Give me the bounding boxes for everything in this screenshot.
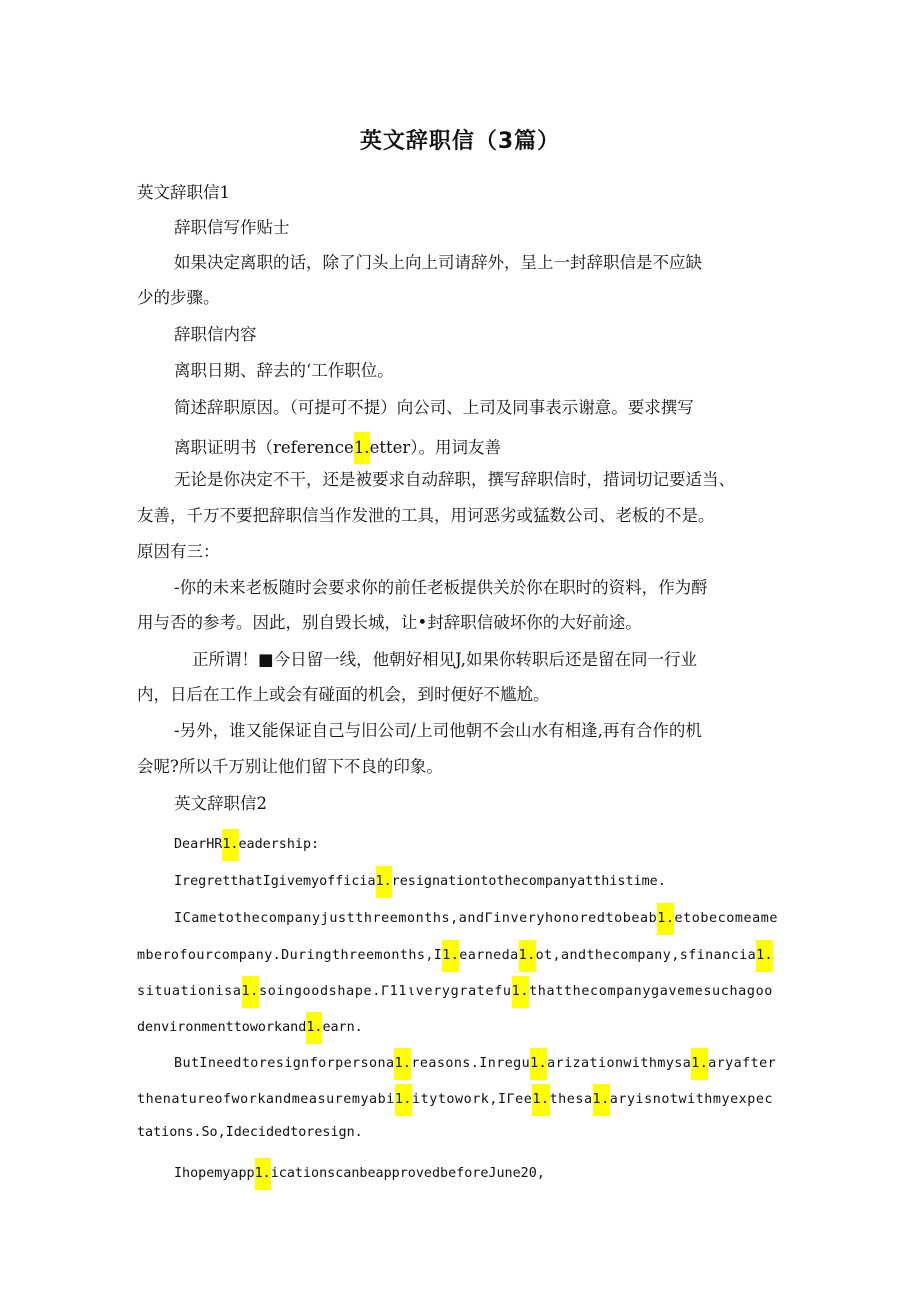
line-text: thesa: [549, 1092, 593, 1107]
body-line-9: [174, 468, 735, 492]
line-text: 如果决定离职的话，除了门头上向上司请辞外，呈上一封辞职信是不应缺: [174, 253, 702, 272]
line-text: 简述辞职原因。（可提可不提）向公司、上司及同事表示谢意。要求撰写: [174, 398, 694, 417]
line-text: arizationwithmysa: [547, 1056, 692, 1071]
body-line-24: [137, 1012, 363, 1044]
body-line-15: [137, 683, 550, 707]
line-text: etobecomeame: [674, 911, 779, 926]
body-line-5: [174, 323, 257, 347]
highlighted-text: 1.: [394, 1048, 411, 1080]
line-text: 友善，千万不要把辞职信当作发泄的工具，用诃恶劣或猛数公司、老板的不是。: [137, 506, 715, 525]
line-text: DearHR: [174, 837, 223, 852]
line-text: aryisnotwithmyexpec: [609, 1092, 774, 1107]
body-line-26: [137, 1084, 773, 1116]
line-text: 少的步骤。: [137, 288, 220, 307]
line-text: soingoodshape.Γ11ιverygratefu: [258, 984, 512, 999]
highlighted-text: 1.: [306, 1012, 322, 1044]
body-line-6: [174, 359, 394, 383]
line-text: 会呢?所以千万别让他们留下不良的印象。: [137, 757, 443, 776]
line-text: ot,andthecompany,sfinancia: [535, 948, 757, 963]
line-text: 用与否的参考。因此，别自毁长城，让•封辞职信破坏你的大好前途。: [137, 613, 642, 632]
body-line-16: [174, 719, 702, 743]
line-text: 内，日后在工作上或会有碰面的机会，到时便好不尴尬。: [137, 685, 550, 704]
line-text: tations.So,Idecidedtoresign.: [137, 1125, 363, 1140]
body-line-18: [174, 792, 267, 816]
document-title: 英文辞职信（3篇）: [359, 129, 561, 154]
line-text: ICametothecompanyjustthreemonths,andΓinveryhonoredtobeab: [174, 911, 658, 926]
body-line-25: [174, 1048, 776, 1080]
line-text: 无论是你决定不干，还是被要求自动辞职，撰写辞职信时，措词切记要适当、: [174, 470, 735, 489]
highlighted-text: 1.: [255, 1158, 271, 1190]
body-line-4: [137, 286, 220, 310]
line-text: eadership:: [238, 837, 320, 852]
body-line-8: [174, 432, 501, 464]
body-line-20: [174, 866, 666, 898]
line-text: 正所谓！■今日留一线，他朝好相见J,如果你转职后还是留在同一行业: [192, 650, 697, 669]
line-text: mberofourcompany.Duringthreemonths,I: [137, 948, 443, 963]
line-text: 辞职信写作贴士: [174, 218, 290, 237]
line-text: situationisa: [137, 984, 242, 999]
line-text: reasons.Inregu: [411, 1056, 531, 1071]
line-text: earneda: [459, 948, 519, 963]
line-text: denvironmenttoworkand: [137, 1020, 307, 1035]
body-line-1: [137, 181, 230, 205]
body-line-27: [137, 1121, 363, 1145]
line-text: 英文辞职信2: [174, 794, 267, 813]
body-line-28: [174, 1158, 545, 1190]
highlighted-text: 1.: [519, 940, 536, 972]
line-text: 原因有三：: [137, 542, 220, 561]
highlighted-text: 1.: [376, 866, 392, 898]
line-text: Ihopemyapp: [174, 1166, 255, 1181]
body-line-17: [137, 755, 443, 779]
body-line-21: [174, 903, 778, 935]
highlighted-text: 1.: [242, 976, 259, 1008]
line-text: etter）。用词友善: [369, 438, 501, 457]
body-line-23: [137, 976, 773, 1008]
line-text: icationscanbeapprovedbeforeJune20,: [270, 1166, 545, 1181]
highlighted-text: 1.: [512, 976, 529, 1008]
highlighted-text: 1.: [442, 940, 459, 972]
line-text: 英文辞职信1: [137, 183, 230, 202]
line-text: ButIneedtoresignforpersona: [174, 1056, 395, 1071]
highlighted-text: 1.: [222, 829, 238, 861]
line-text: -你的未来老板随时会要求你的前任老板提供关於你在职时的资料，作为酹: [174, 578, 708, 597]
highlighted-text: 1.: [532, 1084, 549, 1116]
highlighted-text: 1.: [354, 432, 370, 464]
line-text: itytowork,IΓee: [412, 1092, 533, 1107]
line-text: 辞职信内容: [174, 325, 257, 344]
line-text: -另外，谁又能保证自己与旧公司/上司他朝不会山水有相逢,再有合作的机: [174, 721, 702, 740]
body-line-13: [137, 611, 642, 635]
highlighted-text: 1.: [756, 940, 773, 972]
line-text: earn.: [322, 1020, 363, 1035]
body-line-14: [192, 648, 697, 672]
highlighted-text: 1.: [691, 1048, 708, 1080]
line-text: 离职日期、辞去的‘工作职位。: [174, 361, 394, 380]
body-line-10: [137, 504, 715, 528]
body-line-22: [137, 940, 773, 972]
body-line-12: [174, 576, 708, 600]
highlighted-text: 1.: [395, 1084, 412, 1116]
body-line-7: [174, 396, 694, 420]
line-text: 离职证明书（reference: [174, 438, 354, 457]
body-line-2: [174, 216, 290, 240]
body-line-11: [137, 540, 220, 564]
highlighted-text: 1.: [593, 1084, 610, 1116]
line-text: IregretthatIgivemyofficia: [174, 874, 376, 889]
line-text: thatthecompanygavemesuchagoo: [529, 984, 774, 999]
highlighted-text: 1.: [530, 1048, 547, 1080]
highlighted-text: 1.: [657, 903, 674, 935]
line-text: aryafter: [708, 1056, 777, 1071]
line-text: thenatureofworkandmeasuremyabi: [137, 1092, 395, 1107]
body-line-3: [174, 251, 702, 275]
line-text: resignationtothecompanyatthistime.: [391, 874, 666, 889]
body-line-19: [174, 829, 319, 861]
